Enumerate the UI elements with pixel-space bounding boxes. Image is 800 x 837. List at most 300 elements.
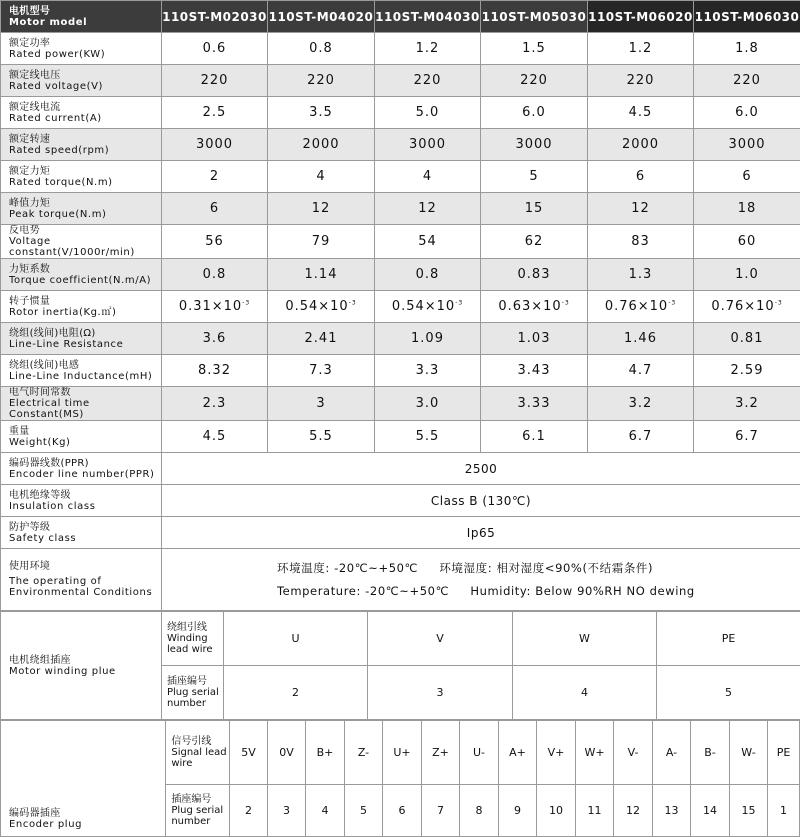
- encoder-plug-number: 1: [767, 785, 799, 837]
- sub-label: [162, 612, 224, 666]
- spec-value-text: 0.6: [203, 41, 227, 56]
- spec-value-text: 0.83: [518, 267, 551, 282]
- spec-value-text: 4.5: [629, 105, 653, 120]
- spec-value-text: 2.59: [731, 363, 764, 378]
- spec-value: [694, 33, 800, 65]
- encoder-plug-number: 5: [345, 785, 383, 837]
- row-label-en: Encoder plug: [9, 819, 165, 830]
- spec-value-text: 0.81: [731, 331, 764, 346]
- spec-value-text: 1.03: [518, 331, 551, 346]
- spec-value: [588, 65, 694, 97]
- safety-row: [1, 517, 800, 549]
- spec-value-text: 2: [210, 169, 219, 184]
- spec-value: [375, 421, 481, 453]
- spec-value: [481, 291, 588, 323]
- spec-value-text: 3000: [196, 137, 233, 152]
- model-name: 110ST-M06030: [694, 1, 800, 33]
- row-label-en: Rated torque(N.m): [9, 177, 161, 188]
- spec-value: [375, 193, 481, 225]
- winding-plug-table: [0, 611, 800, 720]
- encoder-plug-number: 10: [536, 785, 575, 837]
- spec-value-text: 6: [636, 169, 645, 184]
- sub-label-cn: 插座编号: [167, 676, 223, 687]
- spec-value-text: 1.14: [305, 267, 338, 282]
- spec-value: [268, 161, 375, 193]
- encoder-line-row: [1, 453, 800, 485]
- encoder-plug-number: 7: [422, 785, 460, 837]
- spec-value-text: 0.8: [416, 267, 440, 282]
- winding-lead-row: [1, 612, 800, 666]
- spec-value-text: 0.54×10: [392, 299, 455, 314]
- spec-value-text: 5.0: [416, 105, 440, 120]
- encoder-plug-number: 14: [690, 785, 729, 837]
- model-name: 110ST-M04030: [375, 1, 481, 33]
- spec-value-text: 7.3: [309, 363, 333, 378]
- spec-value: [588, 421, 694, 453]
- spec-value-text: 1.0: [735, 267, 759, 282]
- row-label-cn: 反电势: [9, 225, 161, 236]
- spec-row: [1, 259, 800, 291]
- row-label-cn: 额定转速: [9, 134, 161, 145]
- insulation-value: Class B (130℃): [162, 485, 800, 517]
- encoder-signal: V+: [536, 721, 575, 785]
- spec-value-text: 2.5: [203, 105, 227, 120]
- spec-value-text: 3000: [409, 137, 446, 152]
- row-label: [1, 161, 162, 193]
- spec-value-text: 4: [316, 169, 325, 184]
- winding-lead: V: [368, 612, 513, 666]
- encoder-plug-number: 13: [653, 785, 691, 837]
- spec-value-text: 1.8: [735, 41, 759, 56]
- spec-value-text: 0.54×10: [285, 299, 348, 314]
- sub-label-cn: 绕组引线: [167, 622, 223, 633]
- row-label-cn: 电机绕组插座: [9, 655, 161, 666]
- spec-value: [694, 421, 800, 453]
- spec-value-text: 6: [210, 201, 219, 216]
- encoder-plug-number: 11: [576, 785, 614, 837]
- exponent: -3: [349, 300, 357, 307]
- spec-value: [694, 291, 800, 323]
- row-label: [1, 549, 162, 611]
- winding-plug-number: 5: [657, 666, 800, 720]
- row-label: [1, 259, 162, 291]
- row-label-en: Torque coefficient(N.m/A): [9, 275, 161, 286]
- spec-value-text: 1.5: [522, 41, 546, 56]
- row-label: [1, 323, 162, 355]
- encoder-signal: A-: [653, 721, 691, 785]
- row-label-cn: 使用环境: [9, 561, 161, 572]
- spec-value: [375, 225, 481, 259]
- spec-value-text: 0.76×10: [711, 299, 774, 314]
- row-label: [1, 193, 162, 225]
- spec-row: [1, 33, 800, 65]
- spec-value-text: 220: [733, 73, 761, 88]
- spec-row: [1, 193, 800, 225]
- spec-value: [694, 225, 800, 259]
- spec-value-text: 0.8: [309, 41, 333, 56]
- spec-value: [588, 97, 694, 129]
- row-label-en: Encoder line number(PPR): [9, 469, 161, 480]
- spec-value: [162, 259, 268, 291]
- encoder-plug-number: 6: [382, 785, 421, 837]
- spec-value: [162, 33, 268, 65]
- row-label-cn: 绕组(线间)电阻(Ω): [9, 328, 161, 339]
- spec-value: [588, 387, 694, 421]
- spec-value-text: 2.3: [203, 396, 227, 411]
- spec-value: [162, 129, 268, 161]
- spec-value-text: 12: [631, 201, 650, 216]
- encoder-signal: W-: [730, 721, 768, 785]
- header-label-en: Motor model: [9, 17, 161, 28]
- spec-value: [375, 259, 481, 291]
- row-label: [1, 97, 162, 129]
- sub-label-en: Plug serial: [171, 805, 229, 816]
- spec-value-text: 3.2: [629, 396, 653, 411]
- spec-value: [162, 225, 268, 259]
- spec-value-text: 220: [201, 73, 229, 88]
- row-label: [1, 291, 162, 323]
- row-label-en: Voltage constant(V/1000r/min): [9, 236, 161, 258]
- sub-label-en: number: [171, 816, 229, 827]
- spec-value: [375, 129, 481, 161]
- insulation-row: [1, 485, 800, 517]
- spec-value: [162, 193, 268, 225]
- spec-row: [1, 161, 800, 193]
- encoder-plug-table: [0, 720, 800, 837]
- encoder-signal: A+: [499, 721, 537, 785]
- spec-value: [481, 323, 588, 355]
- winding-lead: PE: [657, 612, 800, 666]
- spec-row: [1, 65, 800, 97]
- model-name: 110ST-M05030: [481, 1, 588, 33]
- encoder-signal: Z-: [345, 721, 383, 785]
- encoder-plug-number: 4: [305, 785, 344, 837]
- spec-value: [481, 225, 588, 259]
- spec-value: [481, 387, 588, 421]
- exponent: -3: [668, 300, 676, 307]
- spec-value-text: 6.0: [735, 105, 759, 120]
- spec-value: [375, 97, 481, 129]
- row-label-cn: 额定功率: [9, 38, 161, 49]
- winding-plug-number: 3: [368, 666, 513, 720]
- row-label: [1, 721, 166, 837]
- environment-line-cn: 环境温度: -20℃~+50℃ 环境湿度: 相对湿度<90%(不结霜条件): [277, 557, 800, 580]
- row-label-en: Rated power(KW): [9, 49, 161, 60]
- row-label-cn: 编码器插座: [9, 808, 165, 819]
- safety-value: Ip65: [162, 517, 800, 549]
- sub-label-en: number: [167, 698, 223, 709]
- spec-value: [162, 161, 268, 193]
- row-label: [1, 485, 162, 517]
- spec-row: [1, 323, 800, 355]
- spec-value: [375, 355, 481, 387]
- spec-value-text: 4: [423, 169, 432, 184]
- spec-value: [268, 97, 375, 129]
- row-label-en: Line-Line Inductance(mH): [9, 371, 161, 382]
- spec-value-text: 4.7: [629, 363, 653, 378]
- spec-value-text: 2.41: [305, 331, 338, 346]
- row-label-cn: 电气时间常数: [9, 387, 161, 398]
- spec-value-text: 6.7: [629, 429, 653, 444]
- spec-value: [268, 225, 375, 259]
- encoder-signal: 5V: [230, 721, 268, 785]
- spec-value-text: 3.33: [518, 396, 551, 411]
- row-label: [1, 225, 162, 259]
- header-row: [1, 1, 800, 33]
- spec-value: [375, 65, 481, 97]
- encoder-line-value: 2500: [162, 453, 800, 485]
- spec-value: [268, 387, 375, 421]
- spec-value: [268, 65, 375, 97]
- row-label-en: Rotor inertia(Kg.㎡): [9, 307, 161, 318]
- environment-line-en: Temperature: -20℃~+50℃ Humidity: Below 90%RH NO dewing: [277, 580, 800, 603]
- spec-value: [268, 421, 375, 453]
- spec-value-text: 6: [742, 169, 751, 184]
- encoder-plug-number: 9: [499, 785, 537, 837]
- spec-row: [1, 387, 800, 421]
- spec-value: [694, 129, 800, 161]
- sub-label: [166, 721, 230, 785]
- spec-value-text: 5: [529, 169, 538, 184]
- spec-value: [268, 291, 375, 323]
- spec-value: [588, 291, 694, 323]
- row-label-cn: 峰值力矩: [9, 198, 161, 209]
- spec-value: [481, 65, 588, 97]
- spec-value: [694, 193, 800, 225]
- spec-value-text: 0.8: [203, 267, 227, 282]
- row-label: [1, 65, 162, 97]
- spec-value: [588, 323, 694, 355]
- header-label-cn: 电机型号: [9, 6, 161, 17]
- row-label-cn: 绕组(线间)电感: [9, 360, 161, 371]
- spec-value-text: 220: [414, 73, 442, 88]
- spec-value: [694, 355, 800, 387]
- spec-value-text: 0.31×10: [179, 299, 242, 314]
- spec-value-text: 3.2: [735, 396, 759, 411]
- spec-value: [375, 161, 481, 193]
- model-name: 110ST-M06020: [588, 1, 694, 33]
- encoder-signal: V-: [613, 721, 652, 785]
- exponent: -3: [455, 300, 463, 307]
- spec-value-text: 56: [205, 234, 224, 249]
- sub-label-en: Winding: [167, 633, 223, 644]
- sub-label-en: Plug serial: [167, 687, 223, 698]
- spec-value: [268, 355, 375, 387]
- spec-value: [694, 259, 800, 291]
- spec-value-text: 12: [418, 201, 437, 216]
- spec-value: [588, 161, 694, 193]
- row-label: [1, 421, 162, 453]
- spec-value: [162, 355, 268, 387]
- spec-value: [268, 129, 375, 161]
- spec-value-text: 1.09: [411, 331, 444, 346]
- row-label-cn: 电机绝缘等级: [9, 490, 161, 501]
- row-label: [1, 33, 162, 65]
- spec-value: [481, 193, 588, 225]
- spec-value-text: 0.76×10: [605, 299, 668, 314]
- row-label-en: Peak torque(N.m): [9, 209, 161, 220]
- sub-label-cn: 信号引线: [171, 736, 229, 747]
- spec-value: [481, 259, 588, 291]
- spec-value: [588, 193, 694, 225]
- spec-value: [588, 259, 694, 291]
- sub-label-en: Signal lead: [171, 747, 229, 758]
- winding-lead: W: [513, 612, 657, 666]
- spec-value: [162, 387, 268, 421]
- spec-value-text: 4.5: [203, 429, 227, 444]
- model-name: 110ST-M04020: [268, 1, 375, 33]
- spec-value: [481, 129, 588, 161]
- spec-value: [588, 129, 694, 161]
- sub-label-cn: 插座编号: [171, 794, 229, 805]
- sub-label-en: lead wire: [167, 644, 223, 655]
- row-label: [1, 355, 162, 387]
- row-label-cn: 防护等级: [9, 522, 161, 533]
- spec-value-text: 3.3: [416, 363, 440, 378]
- row-label: [1, 517, 162, 549]
- spec-value-text: 3000: [728, 137, 765, 152]
- exponent: -3: [562, 300, 570, 307]
- row-label: [1, 612, 162, 720]
- row-label-en: Safety class: [9, 533, 161, 544]
- spec-value: [268, 259, 375, 291]
- encoder-signal: B+: [305, 721, 344, 785]
- row-label-cn: 额定线电流: [9, 102, 161, 113]
- encoder-signal-row: [1, 721, 800, 785]
- spec-value-text: 15: [525, 201, 544, 216]
- spec-value-text: 0.63×10: [498, 299, 561, 314]
- header-label: [1, 1, 162, 33]
- spec-row: [1, 421, 800, 453]
- spec-value-text: 6.7: [735, 429, 759, 444]
- encoder-plug-number: 15: [730, 785, 768, 837]
- spec-value: [162, 421, 268, 453]
- row-label: [1, 387, 162, 421]
- sub-label: [162, 666, 224, 720]
- spec-row: [1, 97, 800, 129]
- spec-value: [162, 323, 268, 355]
- spec-value: [588, 225, 694, 259]
- spec-value: [375, 387, 481, 421]
- spec-value: [481, 161, 588, 193]
- spec-value: [481, 421, 588, 453]
- spec-value-text: 1.2: [416, 41, 440, 56]
- row-label-en: Rated current(A): [9, 113, 161, 124]
- spec-value: [588, 355, 694, 387]
- sub-label-en: wire: [171, 758, 229, 769]
- spec-value-text: 8.32: [198, 363, 231, 378]
- spec-value-text: 79: [312, 234, 331, 249]
- encoder-plug-number: 2: [230, 785, 268, 837]
- encoder-signal: U+: [382, 721, 421, 785]
- model-name: 110ST-M02030: [162, 1, 268, 33]
- winding-plug-number: 4: [513, 666, 657, 720]
- row-label-cn: 重量: [9, 426, 161, 437]
- spec-value: [162, 97, 268, 129]
- spec-value-text: 1.3: [629, 267, 653, 282]
- spec-value-text: 220: [627, 73, 655, 88]
- spec-value: [694, 387, 800, 421]
- spec-value: [481, 97, 588, 129]
- exponent: -3: [242, 300, 250, 307]
- row-label-cn: 额定线电压: [9, 70, 161, 81]
- spec-value-text: 3.0: [416, 396, 440, 411]
- spec-value: [694, 97, 800, 129]
- spec-value-text: 3.5: [309, 105, 333, 120]
- spec-rows: [1, 33, 800, 453]
- spec-value: [375, 33, 481, 65]
- spec-value: [268, 33, 375, 65]
- row-label-cn: 额定力矩: [9, 166, 161, 177]
- spec-value: [162, 291, 268, 323]
- environment-value: [162, 549, 800, 611]
- spec-value-text: 1.2: [629, 41, 653, 56]
- spec-value-text: 2000: [302, 137, 339, 152]
- row-label-en: Environmental Conditions: [9, 587, 161, 598]
- spec-value-text: 3.6: [203, 331, 227, 346]
- row-label-en: Rated speed(rpm): [9, 145, 161, 156]
- spec-value-text: 6.1: [522, 429, 546, 444]
- spec-value-text: 12: [312, 201, 331, 216]
- encoder-signal: 0V: [268, 721, 306, 785]
- spec-value: [694, 323, 800, 355]
- encoder-signal: Z+: [422, 721, 460, 785]
- spec-value: [375, 291, 481, 323]
- spec-row: [1, 355, 800, 387]
- spec-value-text: 1.46: [624, 331, 657, 346]
- row-label: [1, 453, 162, 485]
- spec-value: [375, 323, 481, 355]
- spec-value-text: 60: [738, 234, 757, 249]
- spec-value: [481, 355, 588, 387]
- spec-value-text: 3: [316, 396, 325, 411]
- spec-value-text: 2000: [622, 137, 659, 152]
- spec-value-text: 3000: [515, 137, 552, 152]
- spec-value-text: 5.5: [416, 429, 440, 444]
- encoder-signal: W+: [576, 721, 614, 785]
- spec-value: [268, 323, 375, 355]
- spec-value: [694, 161, 800, 193]
- spec-value-text: 54: [418, 234, 437, 249]
- row-label-cn: 编码器线数(PPR): [9, 458, 161, 469]
- spec-row: [1, 291, 800, 323]
- row-label-en: Insulation class: [9, 501, 161, 512]
- spec-value-text: 5.5: [309, 429, 333, 444]
- row-label: [1, 129, 162, 161]
- spec-value: [162, 65, 268, 97]
- spec-value: [268, 193, 375, 225]
- row-label-en: Weight(Kg): [9, 437, 161, 448]
- encoder-plug-number: 12: [613, 785, 652, 837]
- encoder-signal: PE: [767, 721, 799, 785]
- spec-value-text: 18: [738, 201, 757, 216]
- spec-row: [1, 129, 800, 161]
- spec-value: [588, 33, 694, 65]
- winding-plug-number: 2: [224, 666, 368, 720]
- spec-value-text: 83: [631, 234, 650, 249]
- winding-lead: U: [224, 612, 368, 666]
- spec-value-text: 3.43: [518, 363, 551, 378]
- exponent: -3: [775, 300, 783, 307]
- encoder-plug-number: 8: [459, 785, 498, 837]
- row-label-en: Line-Line Resistance: [9, 339, 161, 350]
- spec-value: [694, 65, 800, 97]
- spec-value: [481, 33, 588, 65]
- row-label-cn: 力矩系数: [9, 264, 161, 275]
- spec-value-text: 62: [525, 234, 544, 249]
- row-label-cn: 转子惯量: [9, 296, 161, 307]
- environment-row: [1, 549, 800, 611]
